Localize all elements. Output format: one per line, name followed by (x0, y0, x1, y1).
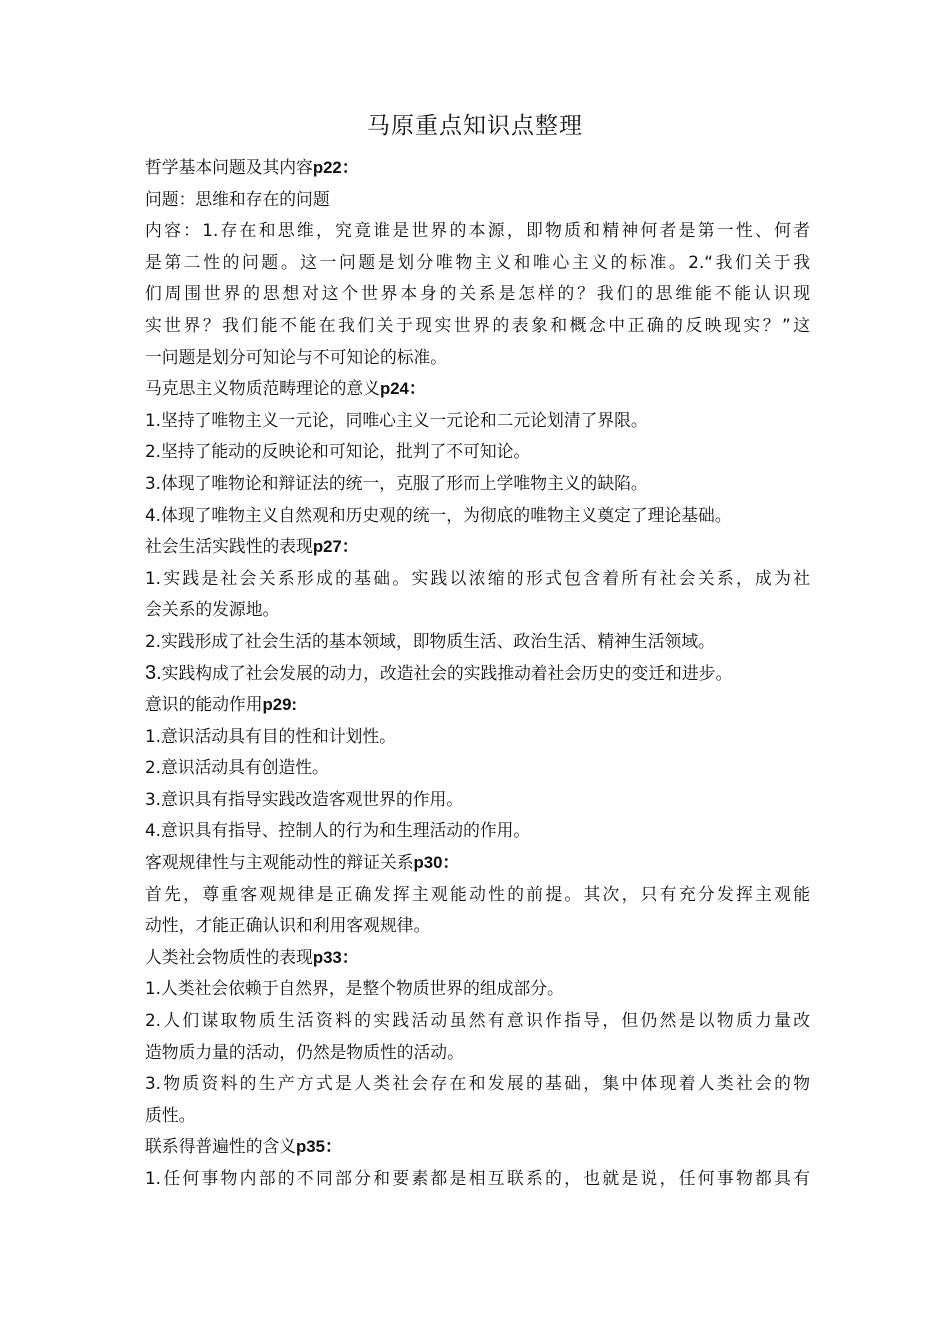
body-line: 首先，尊重客观规律是正确发挥主观能动性的前提。其次，只有充分发挥主观能 (145, 883, 810, 904)
body-line: 一问题是划分可知论与不可知论的标准。 (145, 346, 448, 367)
item-text: 实践构成了社会发展的动力，改造社会的实践推动着社会历史的变迁和进步。 (161, 662, 733, 683)
body-line: 内容：1.存在和思维，究竟谁是世界的本源，即物质和精神何者是第一性、何者 (145, 220, 810, 241)
body-line: 问题：思维和存在的问题 (145, 188, 330, 209)
body-line: 动性，才能正确认识和利用客观规律。 (145, 915, 431, 936)
heading-text: 意识的能动作用 (145, 694, 263, 715)
heading-text: 社会生活实践性的表现 (145, 536, 313, 557)
body-line: 4.意识具有指导、控制人的行为和生理活动的作用。 (145, 820, 531, 841)
body-line: 实世界？我们能不能在我们关于现实世界的表象和概念中正确的反映现实？”这 (145, 314, 810, 335)
body-line (145, 658, 810, 690)
body-line: 是第二性的问题。这一问题是划分唯物主义和唯心主义的标准。2.“我们关于我 (145, 251, 810, 272)
page-reference: p24： (379, 379, 426, 399)
body-line: 4.体现了唯物主义自然观和历史观的统一，为彻底的唯物主义奠定了理论基础。 (145, 504, 732, 525)
body-line: 2.坚持了能动的反映论和可知论，批判了不可知论。 (145, 441, 531, 462)
body-line: 1.坚持了唯物主义一元论，同唯心主义一元论和二元论划清了界限。 (145, 409, 648, 430)
body-line: 会关系的发源地。 (145, 599, 280, 620)
body-line: 1.任何事物内部的不同部分和要素都是相互联系的，也就是说，任何事物都具有 (145, 1168, 810, 1188)
body-line: 3.意识具有指导实践改造客观世界的作用。 (145, 788, 464, 809)
body-line: 们周围世界的思想对这个世界本身的关系是怎样的？我们的思维能不能认识现 (145, 283, 810, 304)
page-reference: p27： (312, 537, 359, 557)
item-number: 3. (145, 661, 162, 684)
body-line: 1.实践是社会关系形成的基础。实践以浓缩的形式包含着所有社会关系，成为社 (145, 567, 810, 588)
heading-text: 联系得普遍性的含义 (145, 1136, 297, 1157)
page-reference: p22： (312, 158, 359, 177)
page-reference: p30： (413, 853, 460, 873)
body-line: 1.人类社会依赖于自然界，是整个物质世界的组成部分。 (145, 978, 564, 999)
body-line: 造物质力量的活动，仍然是物质性的活动。 (145, 1041, 464, 1062)
heading-text: 人类社会物质性的表现 (145, 946, 313, 967)
page-reference: p35： (296, 1137, 342, 1157)
page-reference: p33： (312, 947, 359, 967)
body-line: 2.实践形成了社会生活的基本领域，即物质生活、政治生活、精神生活领域。 (145, 630, 715, 651)
heading-text: 哲学基本问题及其内容 (145, 157, 313, 177)
page-reference: p29: (262, 695, 297, 715)
body-line: 1.意识活动具有目的性和计划性。 (145, 725, 396, 746)
body-line: 质性。 (145, 1104, 196, 1125)
section-heading (145, 373, 810, 405)
body-line: 3.体现了唯物论和辩证法的统一，克服了形而上学唯物主义的缺陷。 (145, 472, 648, 493)
section-heading (145, 1131, 810, 1163)
section-heading (145, 942, 810, 974)
document-body (145, 152, 810, 1195)
document-title: 马原重点知识点整理 (367, 113, 583, 139)
body-line: 2.人们谋取物质生活资料的实践活动虽然有意识作指导，但仍然是以物质力量改 (145, 1010, 810, 1031)
section-heading (145, 152, 810, 184)
heading-text: 客观规律性与主观能动性的辩证关系 (145, 852, 414, 873)
section-heading (145, 689, 810, 721)
section-heading (145, 847, 810, 879)
body-line: 2.意识活动具有创造性。 (145, 757, 329, 778)
body-line: 3.物质资料的生产方式是人类社会存在和发展的基础，集中体现着人类社会的物 (145, 1073, 810, 1094)
heading-text: 马克思主义物质范畴理论的意义 (145, 378, 380, 399)
section-heading (145, 531, 810, 563)
